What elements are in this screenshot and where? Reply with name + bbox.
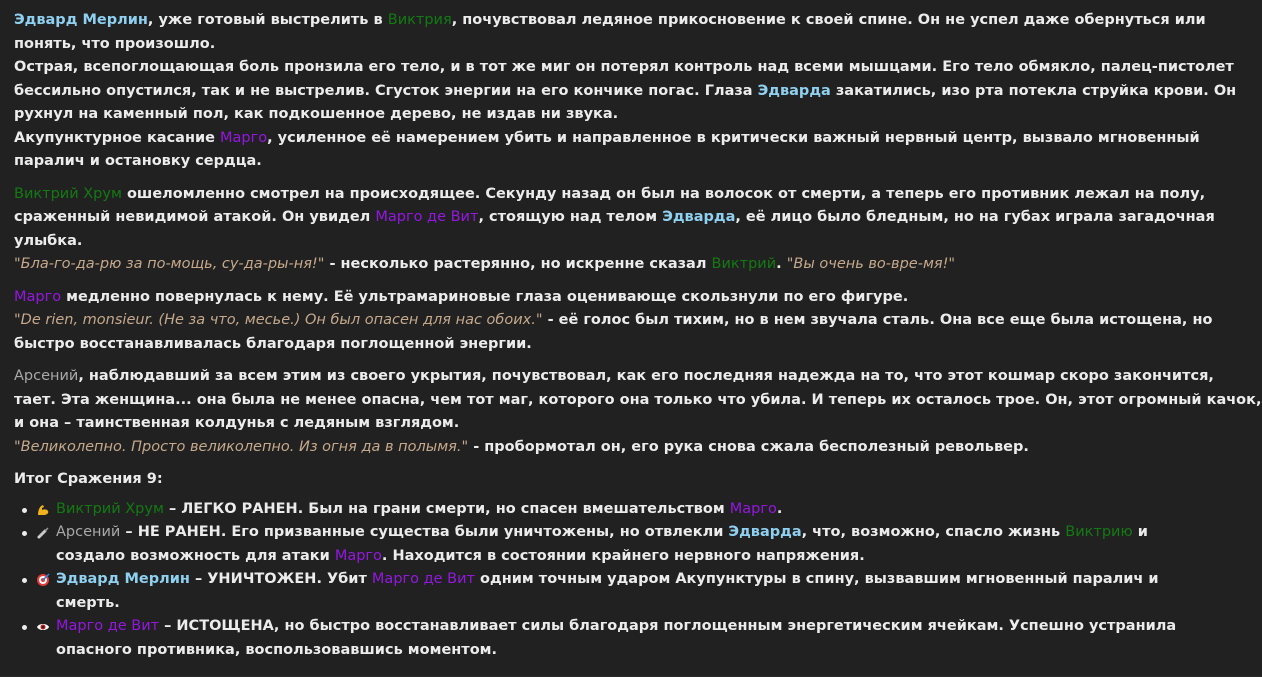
name-margo: Марго [334, 547, 382, 564]
quote: "Бла-го-да-рю за по-мощь, су-да-ры-ня!" [14, 256, 325, 272]
text: Акупунктурное касание [14, 129, 221, 146]
status-text: – ЛЕГКО РАНЕН [163, 500, 298, 517]
paragraph-4 [14, 365, 1262, 459]
text: создало возможность для атаки [56, 547, 335, 564]
list-item [34, 498, 1129, 522]
quote: "Великолепно. Просто великолепно. Из огня да в полымя." [14, 438, 469, 455]
text: , что, возможно, спасло жизнь [801, 524, 1066, 540]
name-edvard: Эдварда [728, 524, 802, 540]
text: . Убит [316, 571, 372, 587]
paragraph-1 [14, 9, 1237, 174]
text-line [56, 615, 1177, 639]
paragraph-2 [14, 183, 1215, 277]
text: . Находится в состоянии крайнего нервного напряжения. [381, 547, 865, 564]
paragraph-3 [14, 286, 1213, 357]
text-line: смерть. [56, 594, 120, 611]
name-edvard: Эдвард Мерлин [14, 12, 148, 28]
direct-hit-target-icon [36, 573, 50, 587]
name-arseniy: Арсений [14, 368, 79, 384]
text-line: понять, что произошло. [14, 35, 216, 52]
name-edvard: Эдварда [757, 82, 831, 99]
syringe-icon [36, 526, 50, 540]
text-line: тает. Эта женщина... она была не менее опасна, чем тот маг, которого она только что убила. И теперь их осталось трое. Он, этот огромный качок, [14, 391, 1262, 408]
quote: "Вы очень во-вре-мя!" [786, 256, 956, 272]
text-line [14, 286, 1129, 310]
text: - её голос был тихим, но в нем звучала сталь. Она все еще была истощена, но [542, 312, 1213, 328]
name-margo: Марго [14, 288, 62, 305]
text: бессильно опустился, так и не выстрелив. Сгусток энергии на его кончике погас. Глаза [14, 82, 758, 99]
text: , почувствовал ледяное прикосновение к своей спине. Он не успел даже обернуться или [451, 12, 1206, 28]
list-item [34, 615, 1177, 662]
text-line [14, 436, 1129, 460]
text: и [1132, 524, 1148, 540]
list-item [34, 568, 1159, 615]
text-line [14, 9, 1206, 33]
text-line [14, 253, 1129, 277]
text: , её лицо было бледным, но на губах играла загадочная [735, 209, 1215, 225]
text-line [14, 365, 1214, 389]
text: , наблюдавший за всем этим из своего укрытия, почувствовал, как его последняя надежда на то, что этот кошмар скоро закончится, [78, 368, 1214, 384]
summary-list [14, 498, 1177, 663]
text-line: быстро восстанавливалась благодаря поглощенной энергии. [14, 335, 532, 352]
text-line: паралич и остановку сердца. [14, 153, 262, 169]
text-line [56, 521, 1148, 545]
status-text: – ИСТОЩЕНА [159, 618, 274, 634]
name-edvard: Эдварда [662, 209, 736, 225]
name-margo: Марго [220, 129, 268, 146]
text-line: и она – таинственная колдунья с ледяным взглядом. [14, 415, 460, 431]
flexed-biceps-icon [36, 503, 50, 517]
status-text: – УНИЧТОЖЕН [189, 571, 317, 587]
name-viktriy: Виктрий Хрум [56, 500, 164, 517]
text: медленно повернулась к нему. Её ультрамариновые глаза оценивающе скользнули по его фигуре. [61, 288, 909, 305]
name-margo: Марго де Вит [371, 571, 475, 587]
name-viktriy: Виктрия [387, 12, 452, 28]
name-margo: Марго де Вит [56, 618, 160, 634]
text: . [776, 500, 783, 517]
text: . [776, 256, 787, 272]
text-line [14, 80, 1237, 104]
text: . Был на грани смерти, но спасен вмешательством [297, 500, 730, 517]
text-line [14, 206, 1215, 230]
text-line [56, 545, 1129, 569]
quote: "De rien, monsieur. (Не за что, месье.) Он был опасен для нас обоих." [14, 312, 543, 328]
text-line [14, 183, 1206, 207]
text: , усиленное её намерением убить и направленное в критически важный нервный центр, вызвало мгновенный [267, 129, 1200, 146]
text: - несколько растерянно, но искренне сказал [324, 256, 712, 272]
text: - пробормотал он, его рука снова сжала бесполезный револьвер. [468, 438, 1029, 455]
text: закатились, изо рта потекла струйка крови. Он [830, 82, 1237, 99]
eye-icon [36, 620, 50, 634]
text-line: улыбка. [14, 232, 83, 249]
text: , стоящую над телом [478, 209, 663, 225]
status-text: – НЕ РАНЕН [120, 524, 221, 540]
name-viktriy: Виктрий Хрум [14, 185, 122, 202]
text-line [56, 498, 1129, 522]
chat-message [14, 0, 1262, 662]
text-line [56, 568, 1159, 592]
text-line [14, 309, 1213, 333]
name-margo: Марго [729, 500, 777, 517]
text: сраженный невидимой атакой. Он увидел [14, 209, 376, 225]
summary-heading: Итог Сражения 9: [14, 471, 163, 487]
text: . Его призванные существа были уничтожены, но отвлекли [220, 524, 729, 540]
name-margo: Марго де Вит [375, 209, 479, 225]
text: одним точным ударом Акупунктуры в спину, вызвавшим мгновенный паралич и [475, 571, 1159, 587]
name-edvard: Эдвард Мерлин [56, 571, 190, 587]
text-line: рухнул на каменный пол, как подкошенное дерево, не издав ни звука. [14, 106, 619, 122]
name-arseniy: Арсений [56, 524, 121, 540]
text-line: опасного противника, воспользовавшись моментом. [56, 641, 498, 658]
name-viktriy: Виктрий [711, 256, 777, 272]
text-line: Острая, всепоглощающая боль пронзила его тело, и в тот же миг он потерял контроль над всеми мышцами. Его тело обмякло, палец-пистолет [14, 59, 1234, 75]
text: ошеломленно смотрел на происходящее. Секунду назад он был на волосок от смерти, а теперь его противник лежал на полу, [121, 185, 1206, 202]
text: , уже готовый выстрелить в [147, 12, 388, 28]
name-viktriy: Виктрию [1065, 524, 1133, 540]
list-item [34, 521, 1148, 568]
text: , но быстро восстанавливает силы благодаря поглощенным энергетическим ячейкам. Успешно устранила [273, 618, 1177, 634]
text-line [14, 127, 1200, 151]
